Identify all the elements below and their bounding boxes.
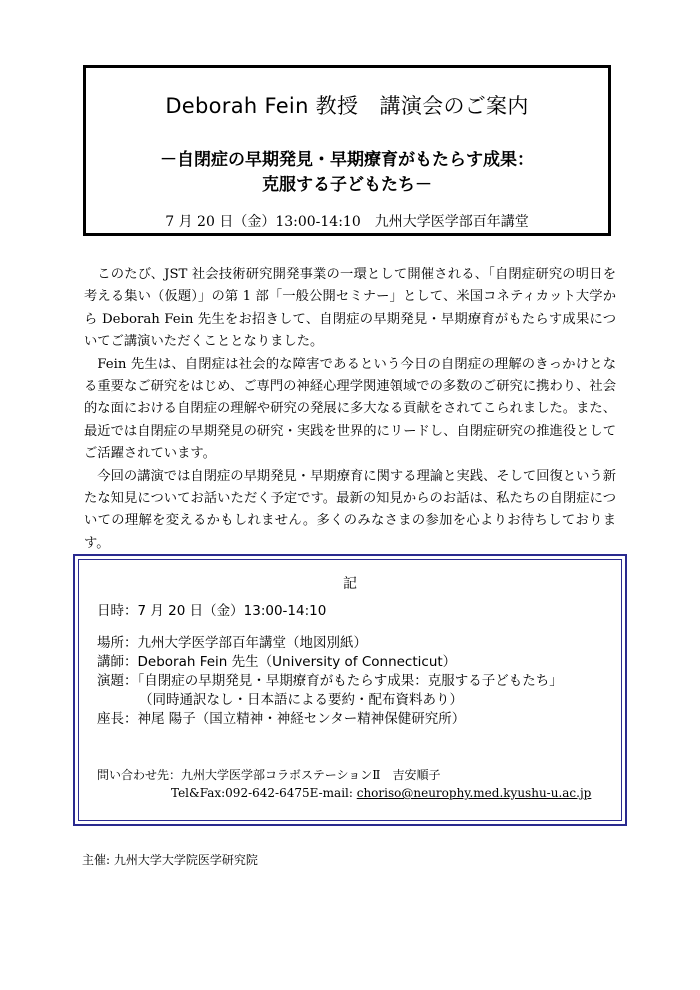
body-text xyxy=(84,264,616,555)
organizer: 主催: 九州大学大学院医学研究院 xyxy=(82,853,258,867)
venue-row: 場所：九州大学医学部百年講堂（地図別紙） xyxy=(97,635,367,651)
notice-box xyxy=(73,554,627,826)
datetime-row: 日時：7 月 20 日（金）13:00-14:10 xyxy=(97,603,327,619)
paragraph-3: 今回の講演では自閉症の早期発見・早期療育に関する理論と実践、そして回復という新たな知見についてお話いただく予定です。最新の知見からのお話は、私たちの自閉症についての理解を変えるかもしれません。多くのみなさまの参加を心よりお待ちしております。 xyxy=(84,468,616,551)
telfax-row xyxy=(171,786,591,800)
notice-heading: 記 xyxy=(343,576,357,592)
paragraph-2: Fein 先生は、自閉症は社会的な障害であるという今日の自閉症の理解のきっかけとなる重要なご研究をはじめ、ご専門の神経心理学関連領域での多数のご研究に携わり、社会的な面における自閉症の理解や研究の発展に多大なる貢献をされてこられました。また、最近では自閉症の早期発見の研究・実践を世界的にリードし、自閉症研究の推進役としてご活躍されています。 xyxy=(84,356,616,462)
speaker-row: 講師：Deborah Fein 先生（University of Connecticut） xyxy=(97,654,457,670)
page-title: Deborah Fein 教授 講演会のご案内 xyxy=(165,94,529,118)
title-box xyxy=(83,65,611,236)
date-venue: 7 月 20 日（金）13:00-14:10 九州大学医学部百年講堂 xyxy=(165,214,529,230)
subtitle-line-2: 克服する子どもたち－ xyxy=(262,175,432,195)
telfax-label: Tel&Fax:092-642-6475E-mail: xyxy=(171,786,357,800)
paragraph-1: このたび、JST 社会技術研究開発事業の一環として開催される、「自閉症研究の明日を考える集い（仮題）」の第 1 部「一般公開セミナー」として、米国コネティカット大学から Deborah Fein 先生をお招きして、自閉症の早期発見・早期療育がもたらす成果についてご講演いただくこととなりました。 xyxy=(84,267,616,350)
subtitle xyxy=(86,148,608,198)
email-link[interactable]: choriso@neurophy.med.kyushu-u.ac.jp xyxy=(356,786,592,800)
topic-note-row: （同時通訳なし・日本語による要約・配布資料あり） xyxy=(139,692,463,708)
contact-row: 問い合わせ先：九州大学医学部コラボステーションⅡ 吉安順子 xyxy=(97,768,441,782)
subtitle-line-1: －自閉症の早期発見・早期療育がもたらす成果： xyxy=(160,150,534,170)
chair-row: 座長：神尾 陽子（国立精神・神経センター精神保健研究所） xyxy=(97,711,466,727)
topic-row: 演題：「自閉症の早期発見・早期療育がもたらす成果：克服する子どもたち」 xyxy=(97,673,563,689)
